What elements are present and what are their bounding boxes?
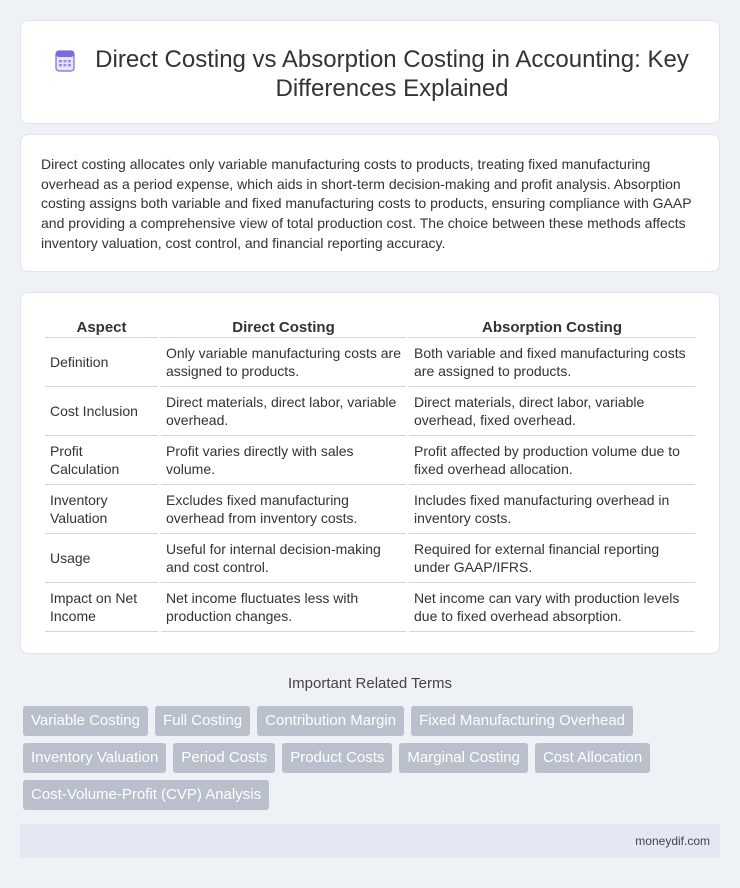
row-aspect: Definition [45,338,158,387]
footer-site[interactable]: moneydif.com [635,834,710,848]
table-row [45,534,695,583]
table-row [45,583,695,632]
row-direct: Excludes fixed manufacturing overhead from inventory costs. [161,485,406,534]
row-aspect: Inventory Valuation [45,485,158,534]
row-direct: Only variable manufacturing costs are assigned to products. [161,338,406,387]
comparison-table [42,314,698,632]
row-absorption: Includes fixed manufacturing overhead in inventory costs. [409,485,695,534]
summary-card [20,134,720,272]
row-absorption: Profit affected by production volume due to fixed overhead allocation. [409,436,695,485]
summary-text: Direct costing allocates only variable manufacturing costs to products, treating fixed manufacturing overhead as a period expense, which aids in short-term decision-making and profit analysis. Absorption costing assigns both variable and fixed manufacturing costs to products, ensuring compliance with GAAP and providing a comprehensive view of total production cost. The choice between these methods affects inventory valuation, cost control, and financial reporting accuracy. [41,156,692,251]
tag-contribution-margin[interactable]: Contribution Margin [257,706,404,736]
tag-product-costs[interactable]: Product Costs [282,743,392,773]
tag-marginal-costing[interactable]: Marginal Costing [399,743,528,773]
row-aspect: Profit Calculation [45,436,158,485]
related-terms-list [23,706,723,810]
row-absorption: Required for external financial reporting under GAAP/IFRS. [409,534,695,583]
row-direct: Direct materials, direct labor, variable overhead. [161,387,406,436]
row-aspect: Impact on Net Income [45,583,158,632]
row-absorption: Net income can vary with production levels due to fixed overhead absorption. [409,583,695,632]
page-title: Direct Costing vs Absorption Costing in Accounting: Key Differences Explained [95,46,689,102]
tag-variable-costing[interactable]: Variable Costing [23,706,148,736]
tag-fixed-manufacturing-overhead[interactable]: Fixed Manufacturing Overhead [411,706,633,736]
header-aspect: Aspect [45,314,158,338]
row-direct: Useful for internal decision-making and cost control. [161,534,406,583]
header-card [20,20,720,124]
header-absorption-costing: Absorption Costing [409,314,695,338]
tag-cvp-analysis[interactable]: Cost-Volume-Profit (CVP) Analysis [23,780,269,810]
footer [20,824,720,858]
table-row [45,485,695,534]
row-aspect: Cost Inclusion [45,387,158,436]
comparison-table-card [20,292,720,654]
table-row [45,338,695,387]
table-header-row [45,314,695,338]
tag-period-costs[interactable]: Period Costs [173,743,275,773]
row-direct: Net income fluctuates less with production changes. [161,583,406,632]
row-direct: Profit varies directly with sales volume. [161,436,406,485]
row-aspect: Usage [45,534,158,583]
tag-inventory-valuation[interactable]: Inventory Valuation [23,743,166,773]
table-row [45,436,695,485]
row-absorption: Direct materials, direct labor, variable overhead, fixed overhead. [409,387,695,436]
table-row [45,387,695,436]
calculator-icon [53,49,77,73]
tag-cost-allocation[interactable]: Cost Allocation [535,743,650,773]
row-absorption: Both variable and fixed manufacturing costs are assigned to products. [409,338,695,387]
tag-full-costing[interactable]: Full Costing [155,706,250,736]
related-terms-heading: Important Related Terms [288,675,452,692]
header-direct-costing: Direct Costing [161,314,406,338]
